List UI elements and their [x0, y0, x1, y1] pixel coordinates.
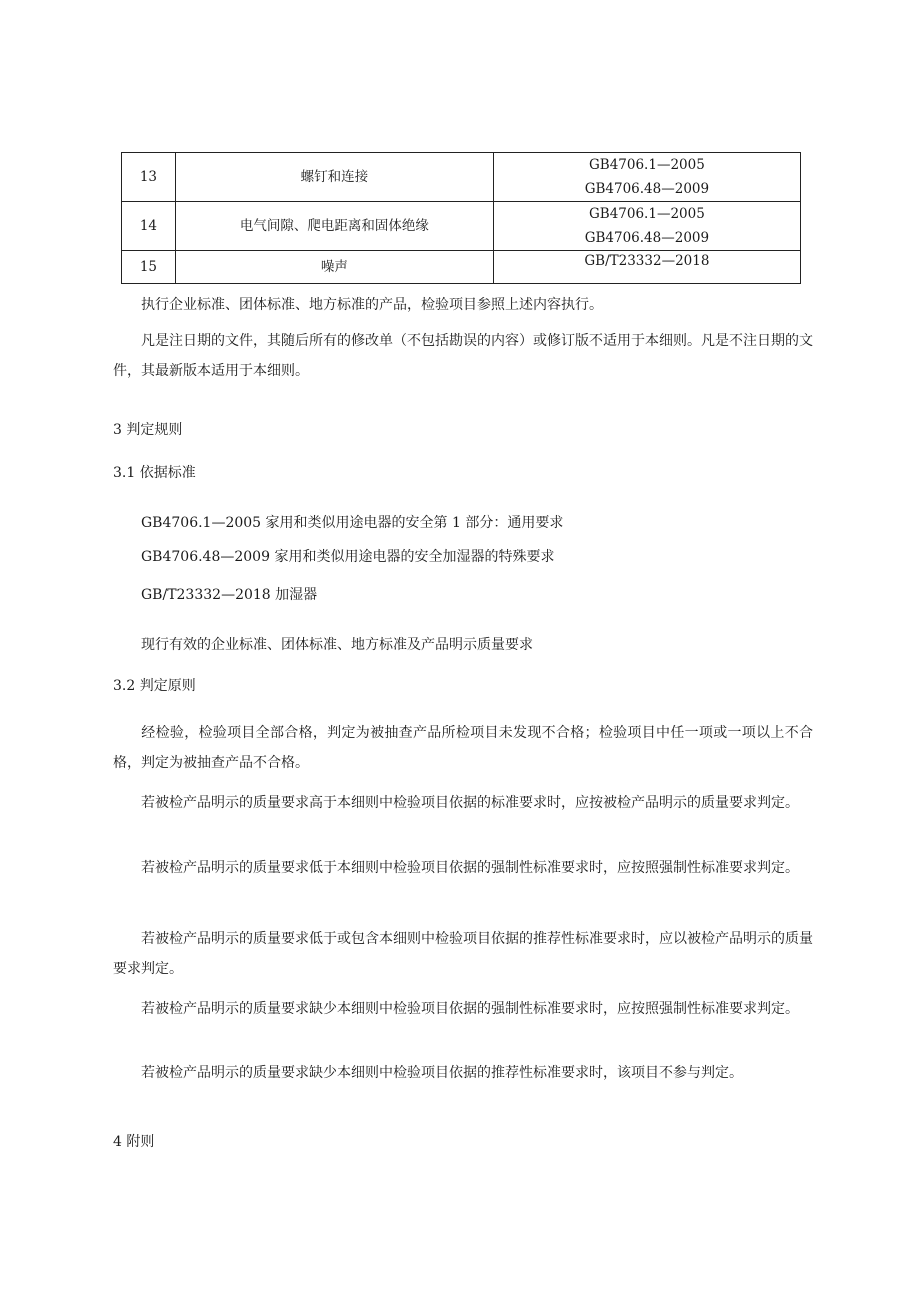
standard-cell — [493, 251, 800, 284]
standard-reference: GB4706.48—2009 家用和类似用途电器的安全加湿器的特殊要求 — [141, 549, 555, 565]
principle-paragraph — [113, 853, 813, 883]
standard-reference: GB4706.1—2005 家用和类似用途电器的安全第 1 部分：通用要求 — [141, 515, 564, 531]
note-paragraph — [113, 326, 813, 386]
section-heading: 4 附则 — [113, 1134, 155, 1150]
standards-table — [121, 152, 801, 284]
inspection-item: 螺钉和连接 — [175, 153, 493, 202]
note-paragraph — [113, 290, 813, 320]
principle-text: 若被检产品明示的质量要求缺少本细则中检验项目依据的推荐性标准要求时，该项目不参与判定。 — [141, 1065, 743, 1081]
principle-text: 经检验，检验项目全部合格，判定为被抽查产品所检项目未发现不合格；检验项目中任一项或一项以上不合格，判定为被抽查产品不合格。 — [113, 725, 813, 771]
standard-cell — [493, 153, 800, 202]
principle-paragraph — [113, 1058, 813, 1088]
principle-text: 若被检产品明示的质量要求缺少本细则中检验项目依据的强制性标准要求时，应按照强制性标准要求判定。 — [141, 1001, 799, 1017]
principle-text: 若被检产品明示的质量要求高于本细则中检验项目依据的标准要求时，应按被检产品明示的质量要求判定。 — [141, 795, 799, 811]
row-number: 14 — [122, 202, 176, 251]
principle-paragraph — [113, 994, 813, 1024]
standard-code: GB/T23332—2018 — [584, 253, 710, 269]
standard-code: GB4706.48—2009 — [584, 181, 710, 197]
table-row — [122, 251, 801, 284]
section-heading: 3 判定规则 — [113, 422, 183, 438]
standard-code: GB4706.1—2005 — [589, 157, 705, 173]
row-number: 15 — [122, 251, 176, 284]
table-row — [122, 153, 801, 202]
standard-code: GB4706.48—2009 — [584, 230, 710, 246]
standard-cell — [493, 202, 800, 251]
principle-text: 若被检产品明示的质量要求低于或包含本细则中检验项目依据的推荐性标准要求时，应以被检产品明示的质量要求判定。 — [113, 931, 813, 977]
principle-paragraph — [113, 788, 813, 818]
table-row — [122, 202, 801, 251]
inspection-item: 噪声 — [175, 251, 493, 284]
row-number: 13 — [122, 153, 176, 202]
principle-text: 若被检产品明示的质量要求低于本细则中检验项目依据的强制性标准要求时，应按照强制性标准要求判定。 — [141, 860, 799, 876]
note-text: 凡是注日期的文件，其随后所有的修改单（不包括勘误的内容）或修订版不适用于本细则。凡是不注日期的文件，其最新版本适用于本细则。 — [113, 333, 813, 379]
note-text: 执行企业标准、团体标准、地方标准的产品，检验项目参照上述内容执行。 — [141, 297, 603, 313]
standard-code: GB4706.1—2005 — [589, 206, 705, 222]
principle-paragraph — [113, 924, 813, 984]
subsection-heading: 3.2 判定原则 — [113, 678, 196, 694]
subsection-heading: 3.1 依据标准 — [113, 465, 196, 481]
standard-reference: 现行有效的企业标准、团体标准、地方标准及产品明示质量要求 — [141, 637, 533, 653]
standard-reference: GB/T23332—2018 加湿器 — [141, 587, 318, 603]
inspection-item: 电气间隙、爬电距离和固体绝缘 — [175, 202, 493, 251]
principle-paragraph — [113, 718, 813, 778]
